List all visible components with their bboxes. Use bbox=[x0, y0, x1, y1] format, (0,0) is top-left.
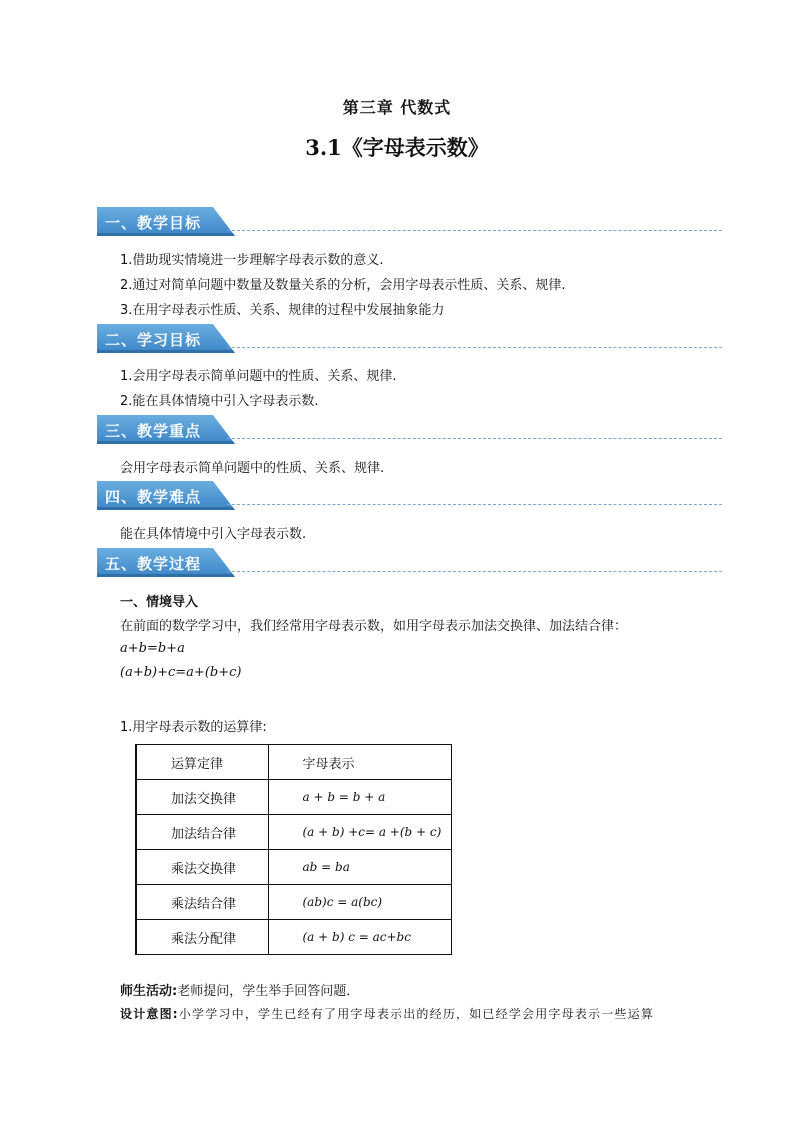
section-header-teaching-goals bbox=[97, 207, 722, 239]
section-header-learning-goals bbox=[97, 324, 722, 356]
section-divider bbox=[227, 571, 722, 572]
intent-text: 小学学习中，学生已经有了用字母表示出的经历，如已经学会用字母表示一些运算 bbox=[178, 1007, 655, 1021]
section-divider bbox=[227, 230, 722, 231]
learning-goal-2: 2.能在具体情境中引入字母表示数. bbox=[120, 394, 319, 409]
law-formula-cell: (a + b) +c= a +(b + c) bbox=[302, 824, 442, 839]
design-intent bbox=[120, 1005, 654, 1022]
table-header-cell: 运算定律 bbox=[136, 745, 268, 780]
section-label: 五、教学过程 bbox=[105, 555, 202, 573]
teacher-student-activity bbox=[120, 980, 359, 999]
law-name-cell: 乘法结合律 bbox=[136, 885, 268, 920]
table-row bbox=[136, 815, 452, 850]
section-label: 四、教学难点 bbox=[105, 488, 202, 506]
operation-laws-table bbox=[135, 744, 452, 955]
law-formula-cell: (ab)c = a(bc) bbox=[302, 894, 383, 909]
key-point-text: 会用字母表示简单问题中的性质、关系、规律. bbox=[120, 461, 385, 476]
formula-commutative: a+b=b+a bbox=[120, 641, 185, 656]
teaching-goal-1: 1.借助现实情境进一步理解字母表示数的意义. bbox=[120, 253, 384, 268]
section-label: 二、学习目标 bbox=[105, 331, 202, 349]
law-formula-cell: (a + b) c = ac+bc bbox=[302, 929, 411, 944]
table-header-cell: 字母表示 bbox=[268, 745, 452, 780]
chapter-title: 第三章 代数式 bbox=[342, 98, 452, 117]
section-header-process bbox=[97, 548, 722, 580]
section-header-key-point bbox=[97, 415, 722, 447]
law-name-cell: 加法结合律 bbox=[136, 815, 268, 850]
intro-text: 在前面的数学学习中，我们经常用字母表示数，如用字母表示加法交换律、加法结合律： bbox=[120, 619, 628, 634]
table-header-row bbox=[136, 745, 452, 780]
section-divider bbox=[227, 347, 722, 348]
section-label: 三、教学重点 bbox=[105, 422, 202, 440]
learning-goal-1: 1.会用字母表示简单问题中的性质、关系、规律. bbox=[120, 369, 397, 384]
difficulty-text: 能在具体情境中引入字母表示数. bbox=[120, 527, 307, 542]
law-formula-cell: ab = ba bbox=[302, 859, 350, 874]
table-row bbox=[136, 920, 452, 955]
lesson-title: 3.1《字母表示数》 bbox=[305, 135, 489, 160]
sub-heading-intro: 一、情境导入 bbox=[120, 595, 199, 610]
law-name-cell: 加法交换律 bbox=[136, 780, 268, 815]
law-name-cell: 乘法交换律 bbox=[136, 850, 268, 885]
table-row bbox=[136, 850, 452, 885]
section-divider bbox=[227, 438, 722, 439]
teaching-goal-2: 2.通过对简单问题中数量及数量关系的分析，会用字母表示性质、关系、规律. bbox=[120, 278, 566, 293]
activity-text: 老师提问，学生举手回答问题． bbox=[177, 984, 360, 999]
formula-associative: (a+b)+c=a+(b+c) bbox=[120, 665, 242, 680]
table-row bbox=[136, 780, 452, 815]
section-divider bbox=[227, 504, 722, 505]
section-header-difficulty bbox=[97, 481, 722, 513]
table-row bbox=[136, 885, 452, 920]
intent-label: 设计意图: bbox=[120, 1007, 179, 1021]
law-name-cell: 乘法分配律 bbox=[136, 920, 268, 955]
table-intro: 1.用字母表示数的运算律: bbox=[120, 720, 267, 735]
law-formula-cell: a + b = b + a bbox=[302, 789, 386, 804]
section-label: 一、教学目标 bbox=[105, 214, 202, 232]
teaching-goal-3: 3.在用字母表示性质、关系、规律的过程中发展抽象能力 bbox=[120, 303, 445, 318]
activity-label: 师生活动: bbox=[120, 984, 178, 999]
